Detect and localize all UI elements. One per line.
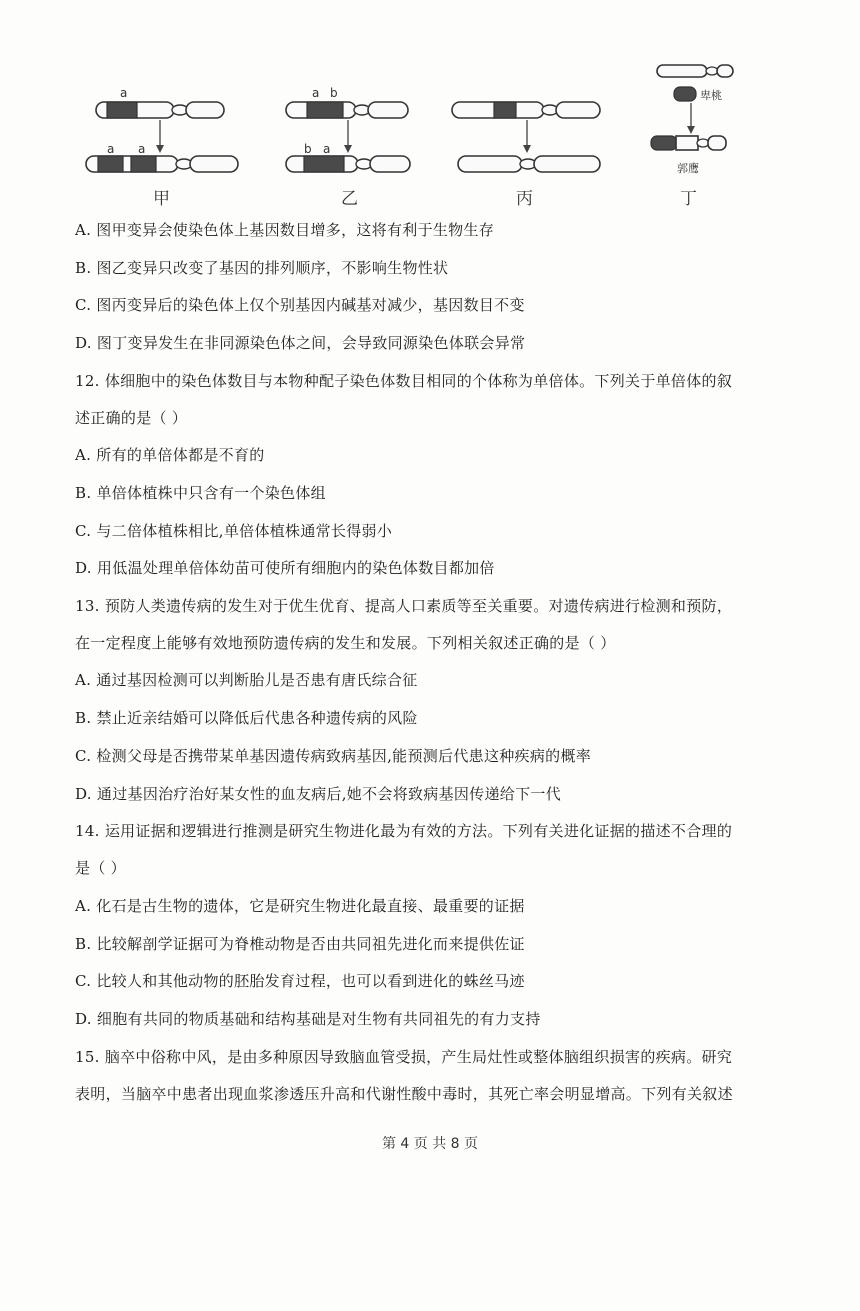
q14-option-d: D. 细胞有共同的物质基础和结构基础是对生物有共同祖先的有力支持 xyxy=(75,1010,541,1028)
q11-option-d: D. 图丁变异发生在非同源染色体之间，会导致同源染色体联会异常 xyxy=(75,334,526,352)
ding-middle-text: 卑桃 xyxy=(700,89,722,102)
panel-label-bing: 丙 xyxy=(516,189,533,209)
panel-jia-bottom-chromosome xyxy=(86,156,238,172)
ding-bottom-text: 郭鹰 xyxy=(677,162,699,175)
q13-stem-line-2: 在一定程度上能够有效地预防遗传病的发生和发展。下列相关叙述正确的是（ ） xyxy=(75,634,616,652)
panel-yi-top-chromosome xyxy=(286,102,408,118)
q14-option-b: B. 比较解剖学证据可为脊椎动物是否由共同祖先进化而来提供佐证 xyxy=(75,935,525,953)
jia-top-mark: a xyxy=(120,86,128,100)
q14-stem-line-2: 是（ ） xyxy=(75,859,126,877)
jia-bottom-mark-2: a xyxy=(138,142,146,156)
panel-ding-middle-chromosome xyxy=(674,87,696,101)
q14-stem-line-1: 14. 运用证据和逻辑进行推测是研究生物进化最为有效的方法。下列有关进化证据的描述不合理的 xyxy=(75,822,733,840)
chromosome-diagram xyxy=(0,0,860,215)
chromosome-variation-figure xyxy=(0,0,860,215)
q12-stem-line-1: 12. 体细胞中的染色体数目与本物种配子染色体数目相同的个体称为单倍体。下列关于单倍体的叙 xyxy=(75,372,733,390)
q12-option-d: D. 用低温处理单倍体幼苗可使所有细胞内的染色体数目都加倍 xyxy=(75,559,495,577)
q11-option-a: A. 图甲变异会使染色体上基因数目增多，这将有利于生物生存 xyxy=(75,221,495,239)
panel-jia-top-chromosome xyxy=(96,102,224,118)
q13-option-d: D. 通过基因治疗治好某女性的血友病后,她不会将致病基因传递给下一代 xyxy=(75,785,561,803)
jia-bottom-mark-1: a xyxy=(107,142,115,156)
q13-option-b: B. 禁止近亲结婚可以降低后代患各种遗传病的风险 xyxy=(75,709,418,727)
yi-bottom-mark-2: a xyxy=(323,142,331,156)
panel-ding-bottom-chromosome xyxy=(651,136,726,150)
panel-label-jia: 甲 xyxy=(153,189,170,209)
q12-option-b: B. 单倍体植株中只含有一个染色体组 xyxy=(75,484,326,502)
panel-label-ding: 丁 xyxy=(680,189,697,209)
panel-bing-bottom-chromosome xyxy=(458,156,600,172)
q15-stem-line-1: 15. 脑卒中俗称中风，是由多种原因导致脑血管受损，产生局灶性或整体脑组织损害的疾病。研究 xyxy=(75,1048,733,1066)
q14-option-a: A. 化石是古生物的遗体，它是研究生物进化最直接、最重要的证据 xyxy=(75,897,525,915)
q13-stem-line-1: 13. 预防人类遗传病的发生对于优生优育、提高人口素质等至关重要。对遗传病进行检测和预防， xyxy=(75,597,733,615)
page-number-footer: 第 4 页 共 8 页 xyxy=(381,1136,479,1152)
q11-option-c: C. 图丙变异后的染色体上仅个别基因内碱基对减少，基因数目不变 xyxy=(75,296,525,314)
panel-bing-top-chromosome xyxy=(452,102,600,118)
q14-option-c: C. 比较人和其他动物的胚胎发育过程，也可以看到进化的蛛丝马迹 xyxy=(75,972,525,990)
panel-ding-top-chromosome xyxy=(657,65,733,77)
q13-option-a: A. 通过基因检测可以判断胎儿是否患有唐氏综合征 xyxy=(75,671,418,689)
panel-yi-bottom-chromosome xyxy=(286,156,410,172)
yi-top-mark-2: b xyxy=(330,86,338,100)
q12-stem-line-2: 述正确的是（ ） xyxy=(75,409,188,427)
panel-label-yi: 乙 xyxy=(341,189,358,209)
q13-option-c: C. 检测父母是否携带某单基因遗传病致病基因,能预测后代患这种疾病的概率 xyxy=(75,747,592,765)
yi-top-mark-1: a xyxy=(312,86,320,100)
q12-option-c: C. 与二倍体植株相比,单倍体植株通常长得弱小 xyxy=(75,522,393,540)
q11-option-b: B. 图乙变异只改变了基因的排列顺序，不影响生物性状 xyxy=(75,259,449,277)
q12-option-a: A. 所有的单倍体都是不育的 xyxy=(75,446,265,464)
yi-bottom-mark-1: b xyxy=(304,142,312,156)
q15-stem-line-2: 表明，当脑卒中患者出现血浆渗透压升高和代谢性酸中毒时，其死亡率会明显增高。下列有关叙述 xyxy=(75,1085,733,1103)
